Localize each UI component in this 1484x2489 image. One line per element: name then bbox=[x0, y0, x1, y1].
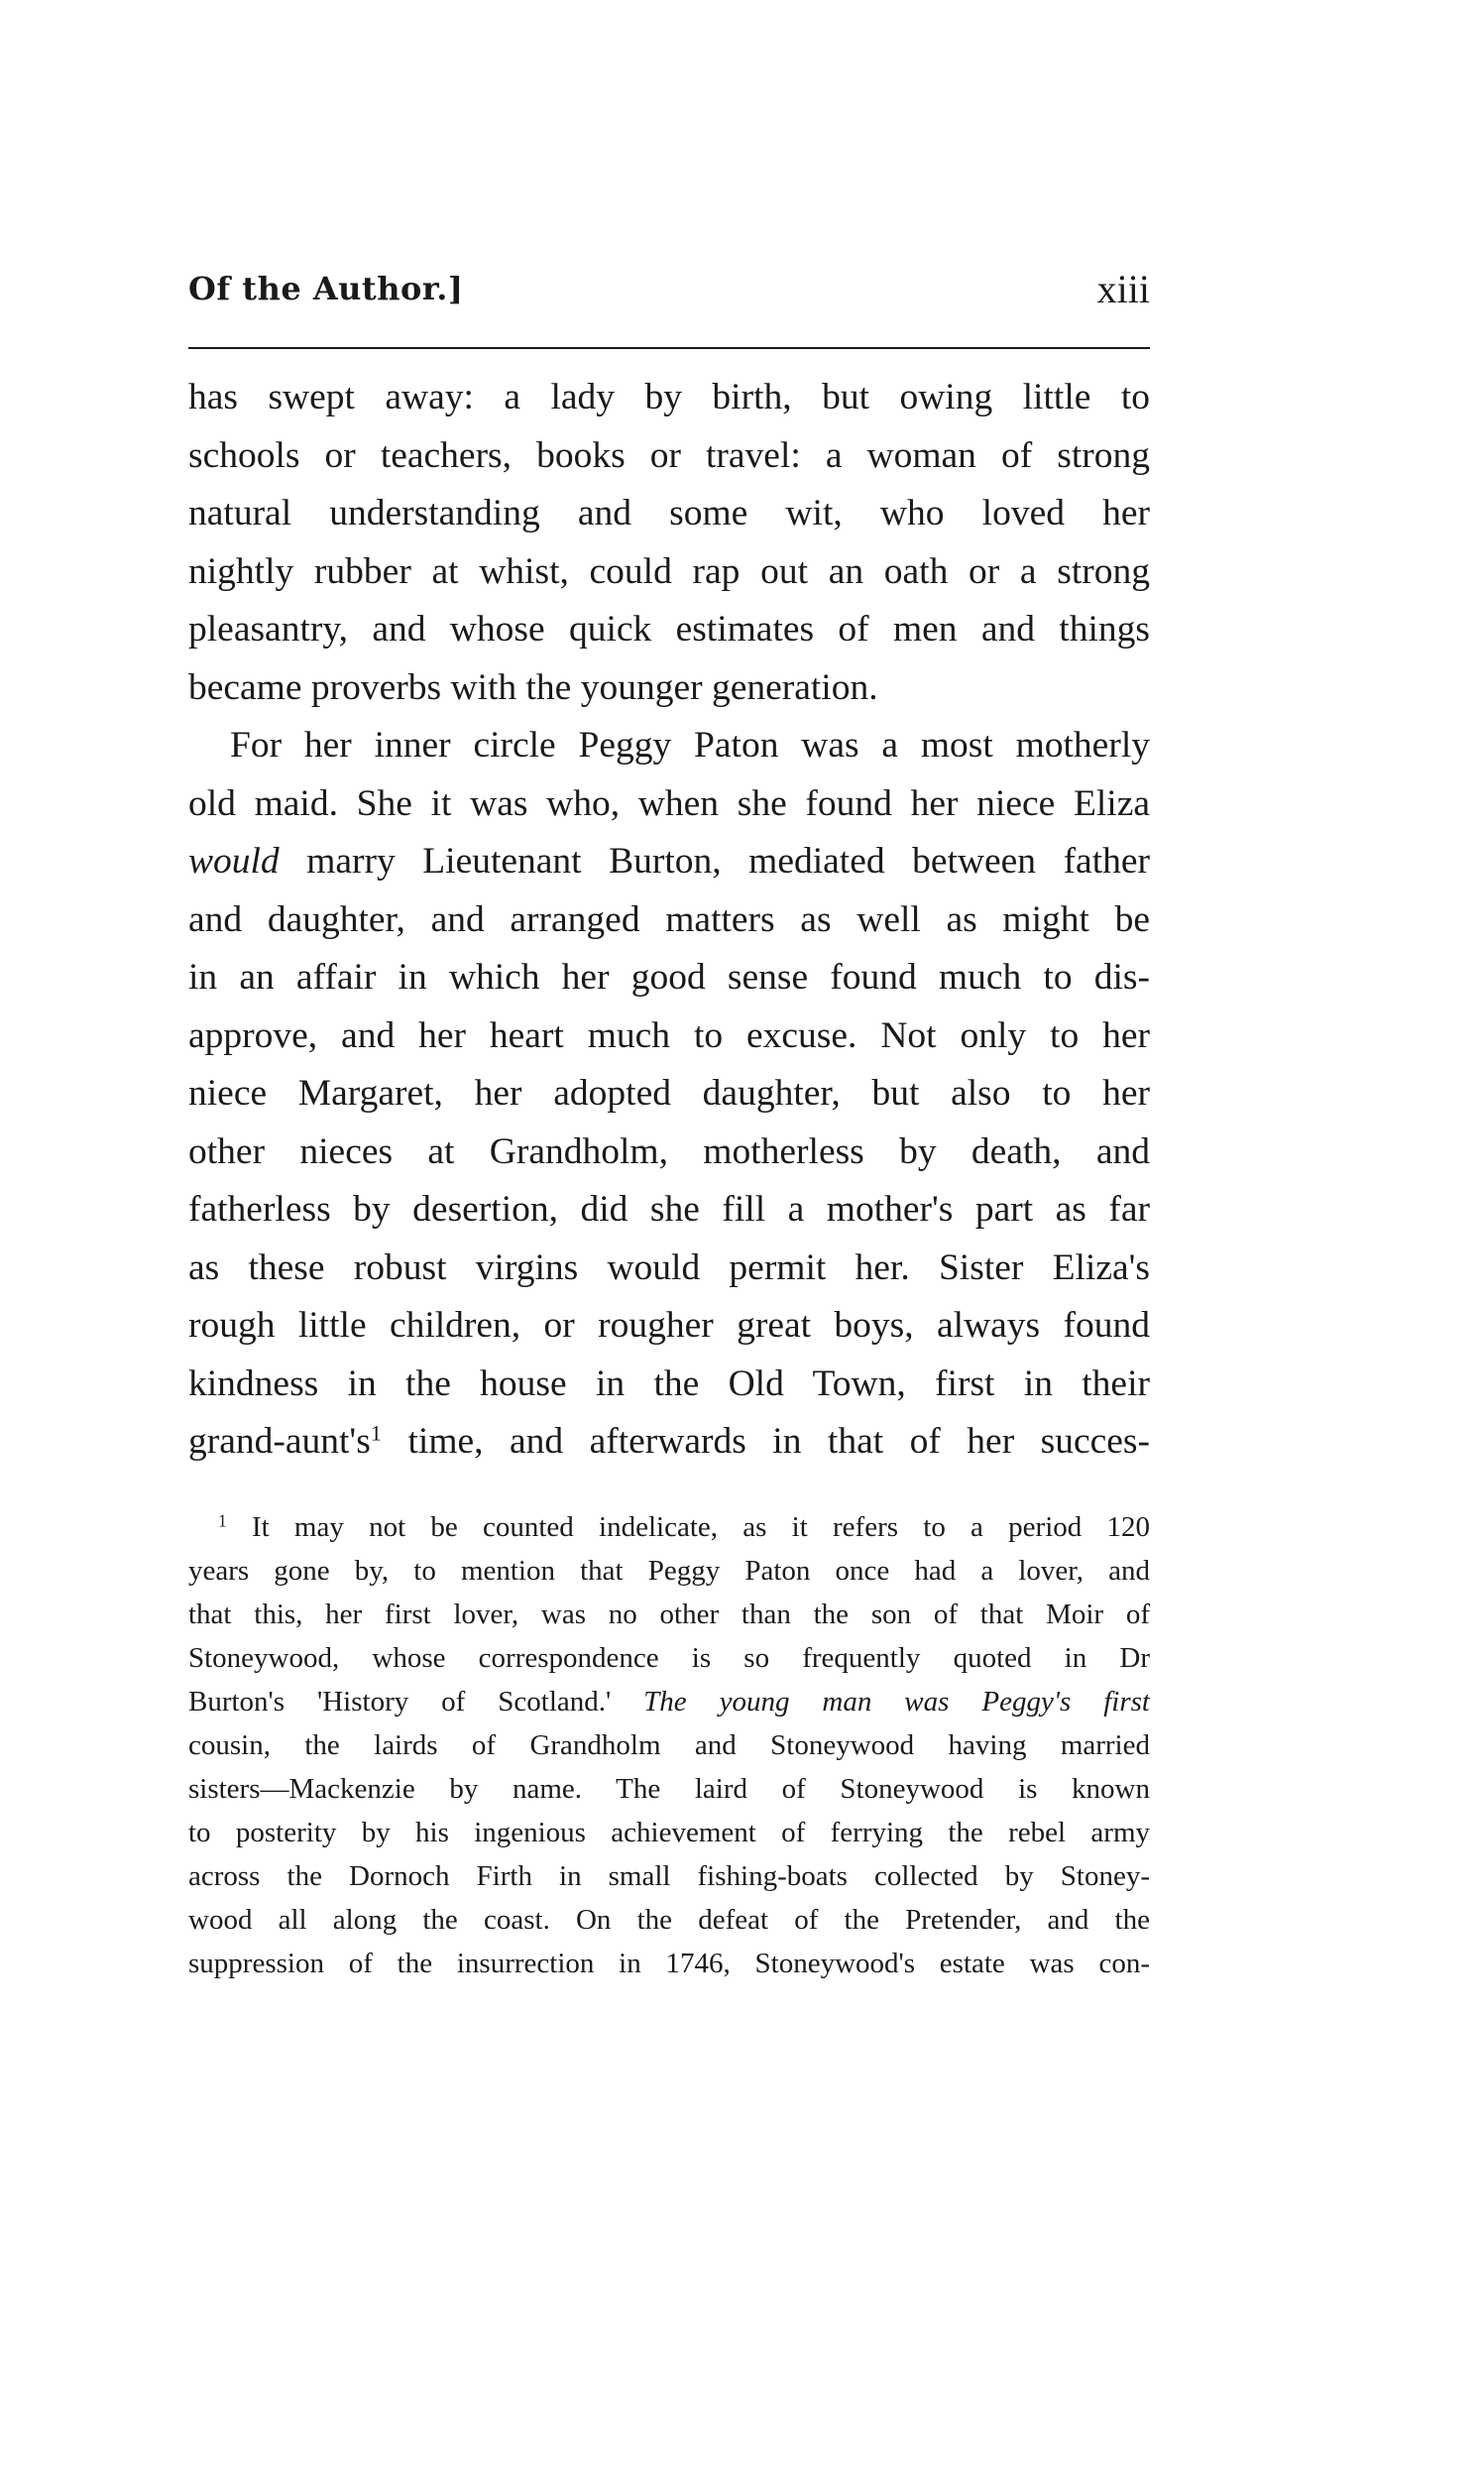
body-line: kindness in the house in the Old Town, first in their bbox=[188, 1363, 1150, 1404]
italic-word: would bbox=[188, 841, 280, 882]
page-header bbox=[188, 266, 1150, 335]
body-line: as these robust virgins would permit her. Sister Eliza's bbox=[188, 1246, 1150, 1288]
footnote-line: across the Dornoch Firth in small fishing-boats collected by Stoney- bbox=[188, 1860, 1150, 1892]
body-line: For her inner circle Peggy Paton was a most motherly bbox=[230, 725, 1150, 766]
body-line: pleasantry, and whose quick estimates of men and things bbox=[188, 609, 1150, 650]
body-line: old maid. She it was who, when she found her niece Eliza bbox=[188, 782, 1150, 824]
body-line: has swept away: a lady by birth, but owing little to bbox=[188, 377, 1150, 417]
footnote-line: suppression of the insurrection in 1746, Stoneywood's estate was con- bbox=[188, 1948, 1150, 1979]
body-line: rough little children, or rougher great boys, always found bbox=[188, 1305, 1150, 1346]
body-text bbox=[188, 369, 1150, 1472]
body-line-rest: marry Lieutenant Burton, mediated between father bbox=[306, 841, 1150, 882]
body-line-with-ref bbox=[188, 1413, 1150, 1472]
body-line: fatherless by desertion, did she fill a mother's part as far bbox=[188, 1189, 1150, 1230]
body-line: natural understanding and some wit, who loved her bbox=[188, 493, 1150, 533]
body-line-start: grand-aunt's bbox=[188, 1421, 371, 1462]
footnote-line: cousin, the lairds of Grandholm and Stoneywood having married bbox=[188, 1729, 1150, 1761]
footnote-line-with-italic bbox=[188, 1680, 1150, 1723]
footnote-line bbox=[188, 1505, 1150, 1549]
body-line: schools or teachers, books or travel: a woman of strong bbox=[188, 434, 1150, 476]
body-line: nightly rubber at whist, could rap out an oath or a strong bbox=[188, 550, 1150, 592]
footnote-line: years gone by, to mention that Peggy Paton once had a lover, and bbox=[188, 1555, 1150, 1587]
footnote-line: that this, her first lover, was no other than the son of that Moir of bbox=[188, 1599, 1150, 1630]
footnote-italic-phrase: The young man was Peggy's first bbox=[643, 1686, 1150, 1718]
footnote-line: wood all along the coast. On the defeat of the Pretender, and the bbox=[188, 1904, 1150, 1936]
body-line: in an affair in which her good sense found much to dis- bbox=[188, 957, 1150, 998]
body-line-rest: time, and afterwards in that of her succes- bbox=[407, 1421, 1150, 1462]
footnote-reference: 1 bbox=[370, 1420, 383, 1446]
body-line-with-italic bbox=[188, 833, 1150, 891]
footnote-line: to posterity by his ingenious achievement of ferrying the rebel army bbox=[188, 1817, 1150, 1848]
footnote bbox=[188, 1505, 1150, 1985]
footnote-line: sisters—Mackenzie by name. The laird of Stoneywood is known bbox=[188, 1773, 1150, 1805]
body-line: niece Margaret, her adopted daughter, but also to her bbox=[188, 1073, 1150, 1114]
body-line: approve, and her heart much to excuse. Not only to her bbox=[188, 1014, 1150, 1056]
header-rule bbox=[188, 347, 1150, 349]
body-line: became proverbs with the younger generation. bbox=[188, 666, 878, 708]
footnote-line: Stoneywood, whose correspondence is so frequently quoted in Dr bbox=[188, 1642, 1150, 1674]
page-number: xiii bbox=[1096, 267, 1150, 311]
footnote-line-text: It may not be counted indelicate, as it refers to a period 120 bbox=[251, 1511, 1150, 1543]
footnote-line-start: Burton's 'History of Scotland.' bbox=[188, 1686, 612, 1718]
footnote-marker: 1 bbox=[218, 1510, 227, 1531]
running-head: Of the Author.] bbox=[188, 270, 464, 307]
body-line: other nieces at Grandholm, motherless by death, and bbox=[188, 1130, 1150, 1172]
body-line: and daughter, and arranged matters as well as might be bbox=[188, 898, 1150, 940]
